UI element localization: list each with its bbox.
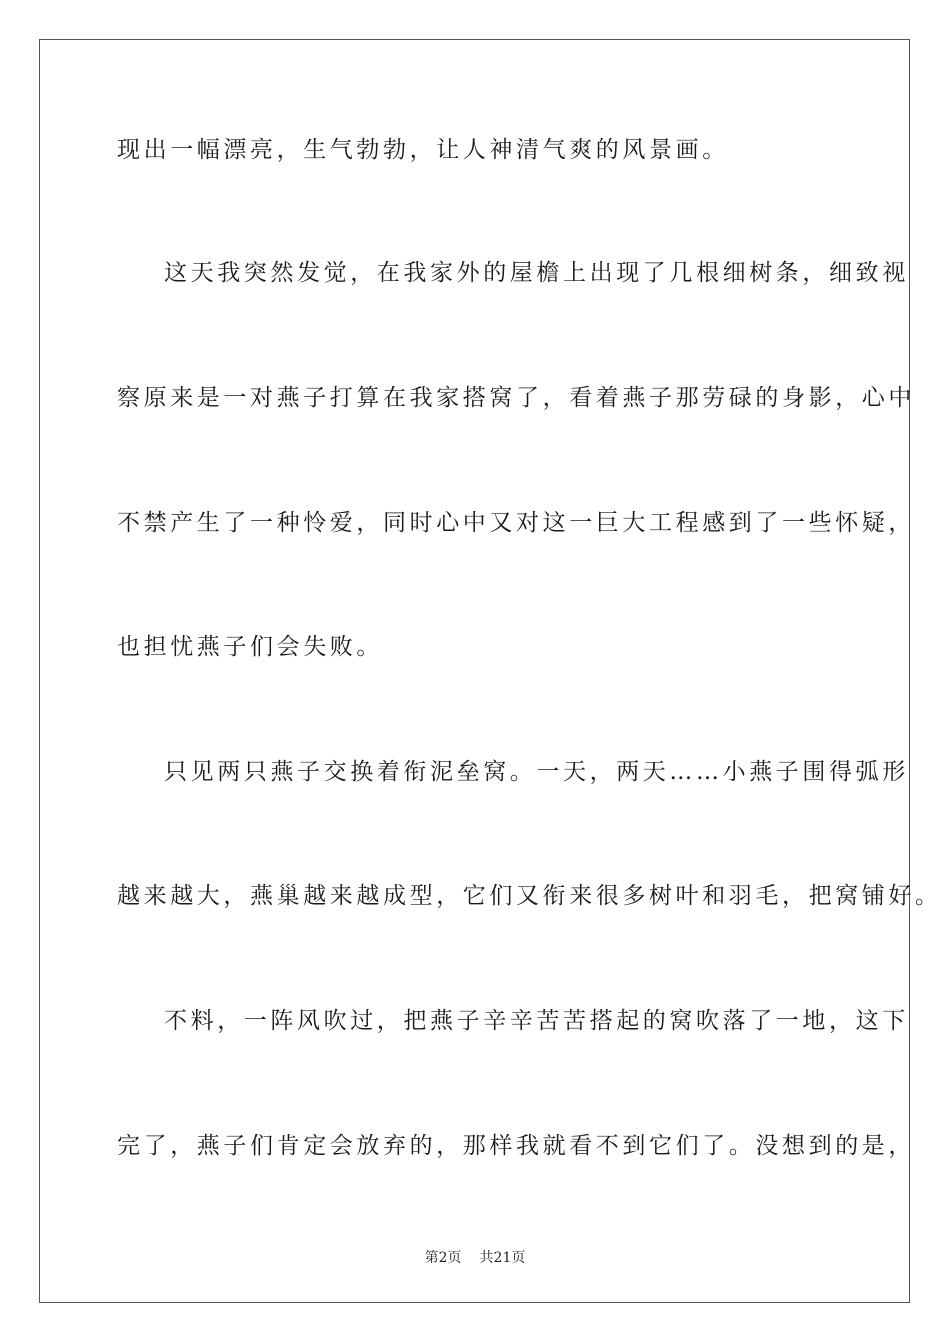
text-line-4: 不禁产生了一种怜爱，同时心中又对这一巨大工程感到了一些怀疑， (117, 510, 915, 536)
text-line-2: 这天我突然发觉，在我家外的屋檐上出现了几根细树条，细致视 (164, 260, 909, 286)
text-line-3: 察原来是一对燕子打算在我家搭窝了，看着燕子那劳碌的身影，心中 (117, 385, 915, 411)
text-line-5: 也担忧燕子们会失败。 (117, 634, 383, 660)
page-footer (0, 1247, 950, 1267)
page-border (39, 39, 910, 1303)
text-line-7: 越来越大，燕巢越来越成型，它们又衔来很多树叶和羽毛，把窝铺好。 (117, 883, 942, 909)
text-line-1: 现出一幅漂亮，生气勃勃，让人神清气爽的风景画。 (117, 137, 729, 163)
text-line-9: 完了，燕子们肯定会放弃的，那样我就看不到它们了。没想到的是， (117, 1133, 915, 1159)
text-line-6: 只见两只燕子交换着衔泥垒窝。一天，两天……小燕子围得弧形 (164, 759, 909, 785)
page-total: 共21页 (479, 1250, 526, 1266)
text-line-8: 不料，一阵风吹过，把燕子辛辛苦苦搭起的窝吹落了一地，这下 (164, 1008, 909, 1034)
page-number: 第2页 (424, 1250, 462, 1266)
